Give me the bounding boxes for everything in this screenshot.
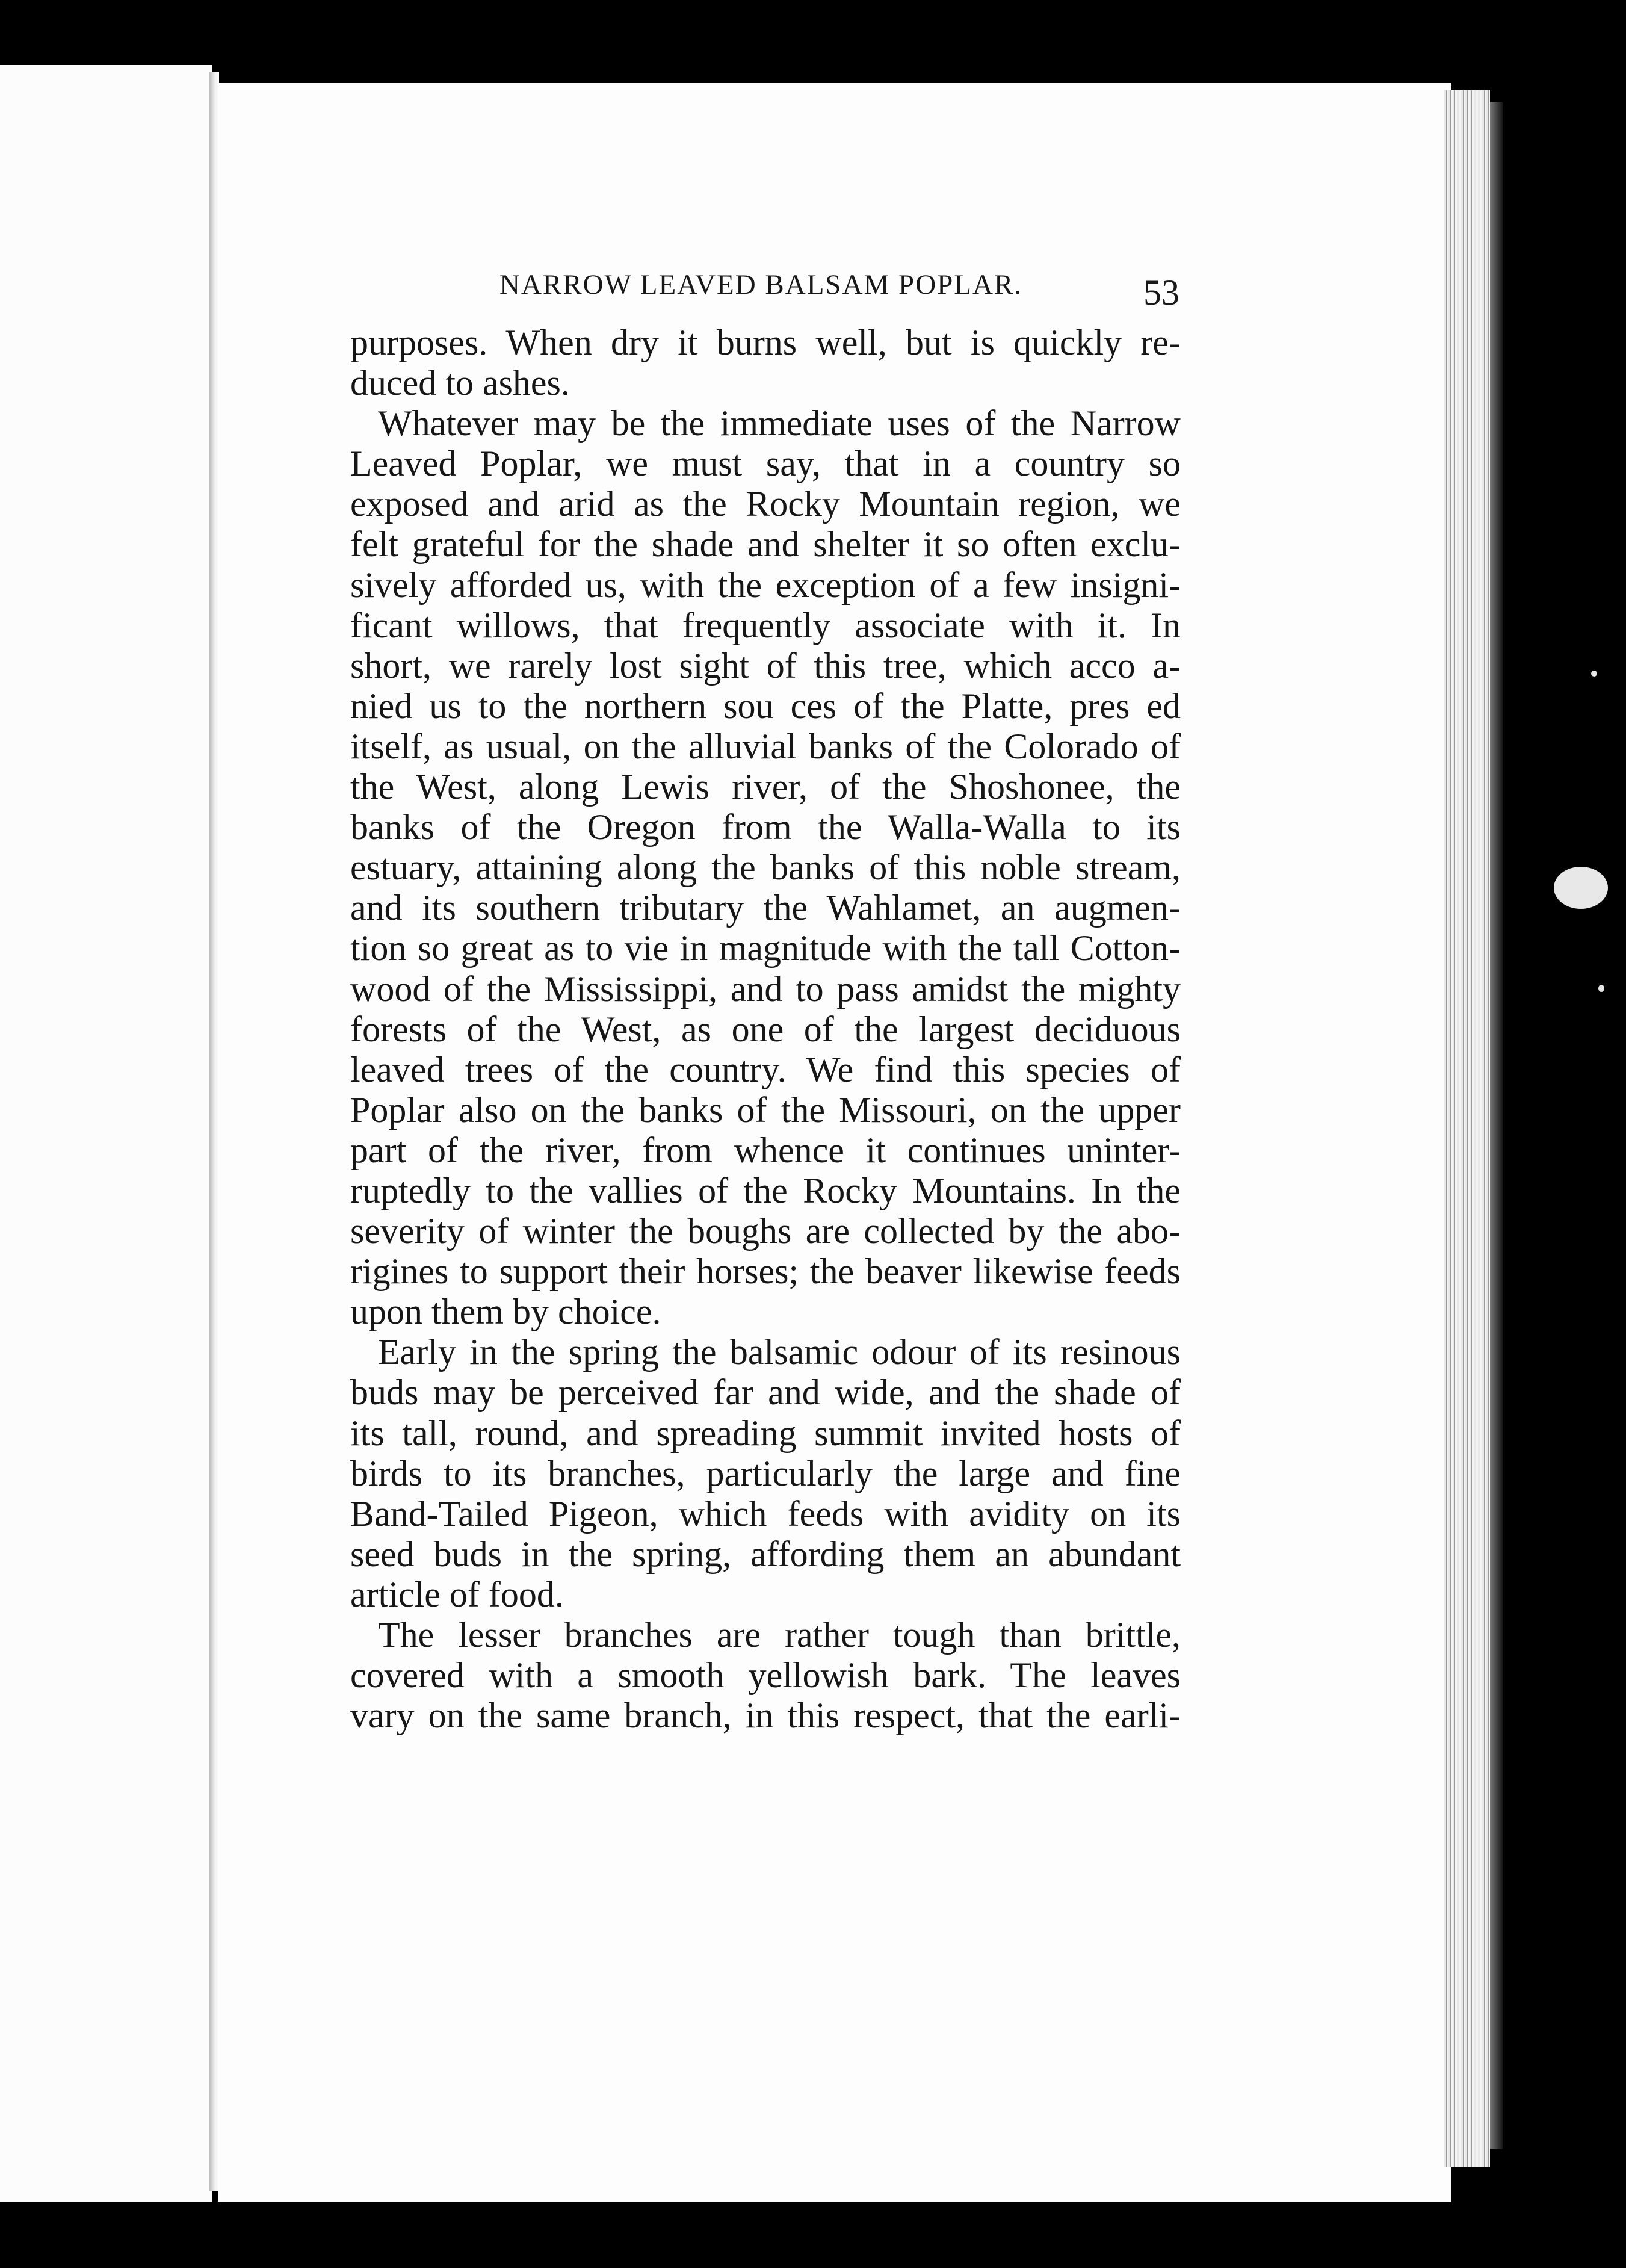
text-line: the West, along Lewis river, of the Shoshonee, the [350, 767, 1181, 807]
text-line: sively afforded us, with the exception of a few insigni- [350, 565, 1181, 605]
text-line: purposes. When dry it burns well, but is quickly re- [350, 323, 1181, 362]
text-line: The lesser branches are rather tough than brittle, [378, 1615, 1181, 1655]
page-edges [1444, 90, 1490, 2167]
text-line: itself, as usual, on the alluvial banks of the Colorado of [350, 726, 1181, 766]
text-line: leaved trees of the country. We find this species of [350, 1049, 1181, 1089]
text-line: estuary, attaining along the banks of this noble stream, [350, 847, 1181, 888]
text-line: ficant willows, that frequently associate with it. In [350, 605, 1181, 645]
text-line: banks of the Oregon from the Walla-Walla to its [350, 807, 1181, 847]
text-line: exposed and arid as the Rocky Mountain region, we [350, 484, 1181, 524]
text-line: severity of winter the boughs are collected by the abo- [350, 1211, 1181, 1251]
running-head: NARROW LEAVED BALSAM POPLAR. [499, 269, 1023, 300]
text-line: rigines to support their horses; the beaver likewise feeds [350, 1251, 1181, 1292]
text-line: short, we rarely lost sight of this tree, which acco a- [350, 645, 1181, 686]
text-line: article of food. [350, 1574, 564, 1614]
text-line: ruptedly to the vallies of the Rocky Mountains. In the [350, 1170, 1181, 1210]
text-line: part of the river, from whence it continues uninter- [350, 1130, 1181, 1170]
text-line: duced to ashes. [350, 363, 570, 403]
body-text [350, 323, 1181, 1736]
text-line: seed buds in the spring, affording them an abundant [350, 1534, 1181, 1574]
text-line: forests of the West, as one of the largest deciduous [350, 1009, 1181, 1049]
facing-page [0, 65, 212, 2202]
text-line: buds may be perceived far and wide, and the shade of [350, 1372, 1181, 1413]
text-line: Poplar also on the banks of the Missouri, on the upper [350, 1089, 1181, 1130]
text-line: and its southern tributary the Wahlamet, an augmen- [350, 888, 1181, 928]
text-line: wood of the Mississippi, and to pass amidst the mighty [350, 968, 1181, 1009]
text-line: Early in the spring the balsamic odour of its resinous [378, 1332, 1181, 1372]
text-line: its tall, round, and spreading summit invited hosts of [350, 1413, 1181, 1453]
text-line: Leaved Poplar, we must say, that in a country so [350, 444, 1181, 484]
text-line: covered with a smooth yellowish bark. The leaves [350, 1655, 1181, 1696]
text-line: birds to its branches, particularly the large and fine [350, 1453, 1181, 1493]
text-line: Whatever may be the immediate uses of the Narrow [378, 403, 1181, 444]
text-line: upon them by choice. [350, 1292, 661, 1332]
scan-speck [1598, 985, 1604, 992]
text-line: Band-Tailed Pigeon, which feeds with avidity on its [350, 1493, 1181, 1534]
page-edges-shadow [1490, 102, 1503, 2149]
text-line: vary on the same branch, in this respect, that the earli- [350, 1696, 1181, 1736]
text-line: felt grateful for the shade and shelter it so often exclu- [350, 524, 1181, 565]
text-line: tion so great as to vie in magnitude with the tall Cotton- [350, 928, 1181, 968]
page-number: 53 [1143, 273, 1179, 312]
text-line: nied us to the northern sou ces of the Platte, pres ed [350, 686, 1181, 726]
scan-speck [1591, 671, 1597, 677]
scan-speck [1554, 867, 1608, 909]
